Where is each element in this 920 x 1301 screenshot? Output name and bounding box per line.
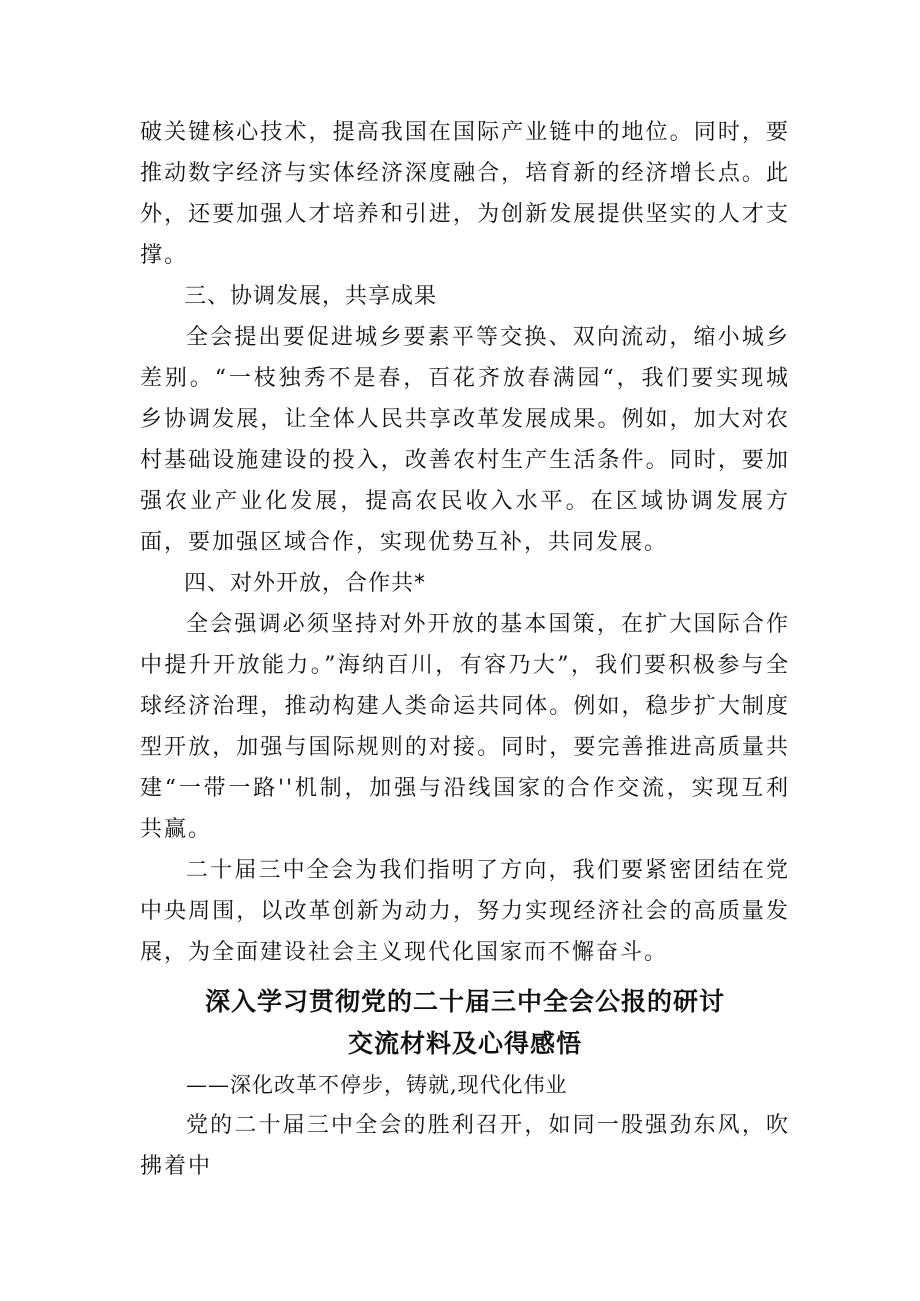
section-heading-coordination: 三、协调发展，共享成果 — [184, 284, 438, 309]
paragraph-innovation-continued: 破关键核心技术，提高我国在国际产业链中的地位。同时，要推动数字经济与实体经济深度融合，培育新的经济增长点。此外，还要加强人才培养和引进，为创新发展提供坚实的人才支撑。 — [140, 120, 790, 268]
article-title-line-1: 深入学习贯彻党的二十届三中全会公报的研讨 — [204, 987, 725, 1016]
paragraph-conclusion: 二十届三中全会为我们指明了方向，我们要紧密团结在党中央周围，以改革创新为动力，努力实现经济社会的高质量发展，为全面建设社会主义现代化国家而不懈奋斗。 — [140, 858, 790, 965]
paragraph-coordination: 全会提出要促进城乡要素平等交换、双向流动，缩小城乡差别。“一枝独秀不是春，百花齐放春满园“，我们要实现城乡协调发展，让全体人民共享改革发展成果。例如，加大对农村基础设施建设的投入，改善农村生产生活条件。同时，要加强农业产业化发展，提高农民收入水平。在区域协调发展方面，要加强区域合作，实现优势互补，共同发展。 — [140, 325, 790, 555]
section-heading-opening-up: 四、对外开放，合作共* — [184, 571, 427, 596]
document-body — [140, 112, 790, 1187]
paragraph-opening-up: 全会强调必须坚持对外开放的基本国策，在扩大国际合作中提升开放能力。”海纳百川，有容乃大”，我们要积极参与全球经济治理，推动构建人类命运共同体。例如，稳步扩大制度型开放，加强与国际规则的对接。同时，要完善推进高质量共建“一带一路''机制，加强与沿线国家的合作交流，实现互利共赢。 — [140, 612, 790, 842]
article-title — [140, 981, 790, 1065]
article-title-line-2: 交流材料及心得感悟 — [347, 1029, 582, 1058]
article-intro-paragraph: 党的二十届三中全会的胜利召开，如同一股强劲东风，吹拂着中 — [140, 1113, 790, 1179]
article-subtitle: ——深化改革不停步，铸就,现代化伟业 — [186, 1073, 568, 1097]
